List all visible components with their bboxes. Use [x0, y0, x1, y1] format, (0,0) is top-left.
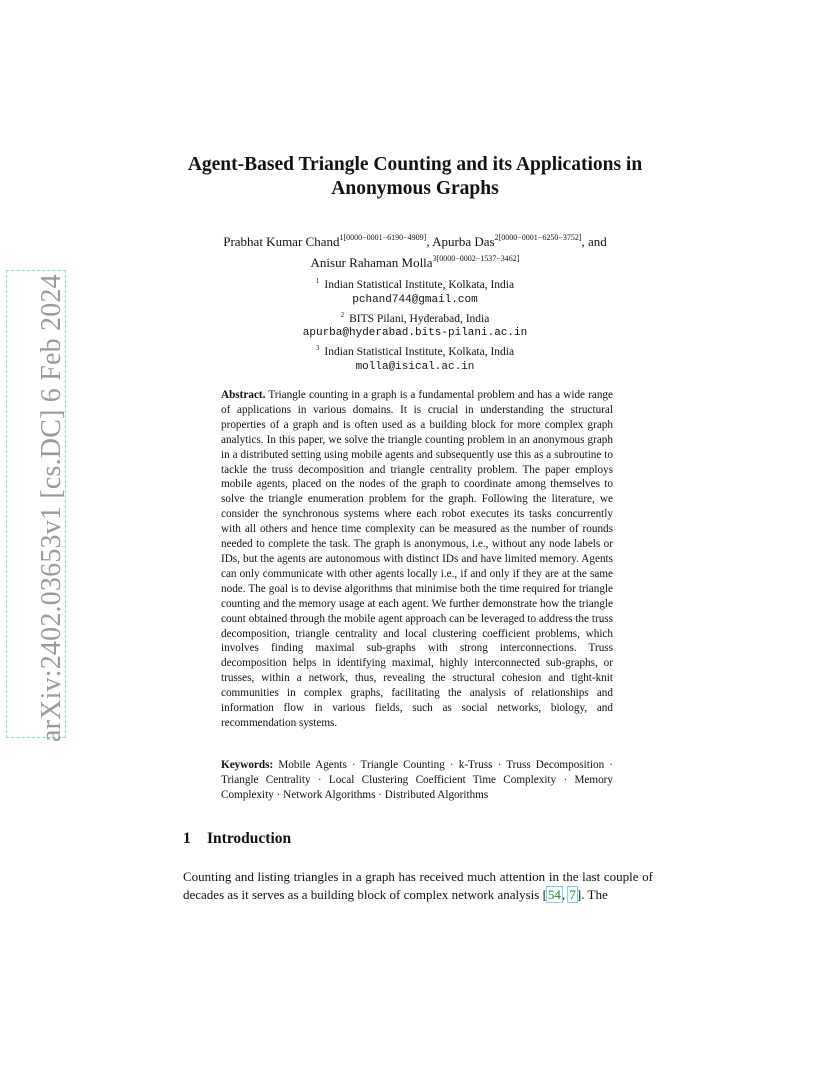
- citation-link[interactable]: 7: [569, 886, 576, 902]
- author-list: [160, 229, 670, 271]
- arxiv-identifier[interactable]: arXiv:2402.03653v1 [cs.DC] 6 Feb 2024: [36, 274, 67, 742]
- author-orcid[interactable]: 1[0000−0001−6190−4909]: [339, 233, 427, 242]
- section-number: 1: [183, 830, 191, 847]
- keywords-label: Keywords:: [221, 759, 274, 771]
- affiliation-email[interactable]: apurba@hyderabad.bits-pilani.ac.in: [302, 327, 528, 340]
- affiliation-list: [200, 274, 630, 375]
- author-line-1: [160, 229, 670, 250]
- affiliation-institution: Indian Statistical Institute, Kolkata, India: [324, 346, 515, 359]
- keywords-text: Mobile Agents · Triangle Counting · k-Truss · Truss Decomposition · Triangle Centrality · Local Clustering Coefficient Time Complexity · Memory Complexity · Network Algorithms · Distributed Algorithms: [221, 759, 614, 801]
- author-separator: , and: [581, 234, 607, 249]
- title-line-1: Agent-Based Triangle Counting and its Applications in: [187, 154, 643, 175]
- abstract-label: Abstract.: [221, 389, 266, 401]
- citation-separator: ,: [561, 886, 569, 902]
- author-line-2: [160, 250, 670, 271]
- intro-text: Counting and listing triangles in a graph has received much attention in the last couple of decades as it serves as a building block of complex network analysis [: [183, 869, 653, 902]
- affiliation-institution: Indian Statistical Institute, Kolkata, India: [324, 279, 515, 291]
- affiliation-number: 1: [315, 277, 320, 285]
- author-separator: ,: [426, 234, 433, 249]
- author-name: Apurba Das: [432, 234, 495, 249]
- author-name: Prabhat Kumar Chand: [223, 234, 340, 249]
- author-orcid[interactable]: 3[0000−0002−1537−3462]: [432, 254, 520, 263]
- title-line-2: Anonymous Graphs: [331, 178, 499, 199]
- keywords: [221, 758, 613, 803]
- author-orcid[interactable]: 2[0000−0001−6250−3752]: [494, 233, 582, 242]
- affiliation: [200, 308, 630, 327]
- abstract: [221, 388, 613, 731]
- section-heading: [183, 830, 643, 848]
- author-name: Anisur Rahaman Molla: [310, 255, 433, 270]
- citation-link[interactable]: 54: [547, 886, 561, 902]
- affiliation: [200, 274, 630, 293]
- abstract-text: Triangle counting in a graph is a fundamental problem and has a wide range of applications in various domains. It is crucial in understanding the structural properties of a graph and is often used as a building block for more complex graph analytics. In this paper, we solve the triangle counting problem in an anonymous graph in a distributed setting using mobile agents and subsequently use this as a subroutine to tackle the truss decomposition and triangle centrality problem. The paper employs mobile agents, placed on the nodes of the graph to coordinate among themselves to solve the triangle enumeration problem for the graph. Following the literature, we consider the synchronous systems where each robot executes its tasks concurrently with all others and hence time complexity can be measured as the number of rounds needed to complete the task. The graph is anonymous, i.e., without any node labels or IDs, but the agents are autonomous with distinct IDs and have limited memory. Agents can only communicate with other agents locally i.e., if and only if they are at the same node. The goal is to devise algorithms that minimise both the time required for triangle counting and the memory usage at each agent. We further demonstrate how the triangle count obtained through the mobile agent approach can be leveraged to address the truss decomposition, triangle centrality and local clustering coefficient problems, which involves finding maximal sub-graphs with strong interconnections. Truss decomposition helps in identifying maximal, highly interconnected sub-graphs, or trusses, within a network, thus, revealing the structural cohesion and tight-knit communities in complex graphs, facilitating the analysis of relationships and information flow in various fields, such as social networks, biology, and recommendation systems.: [221, 389, 613, 729]
- affiliation-email[interactable]: pchand744@gmail.com: [352, 293, 478, 306]
- intro-text-end: ]. The: [576, 886, 608, 902]
- affiliation-email[interactable]: molla@isical.ac.in: [355, 360, 475, 373]
- affiliation-number: 3: [315, 344, 320, 353]
- intro-paragraph: [183, 868, 653, 903]
- affiliation-number: 2: [340, 310, 345, 319]
- paper-title: [160, 153, 670, 201]
- affiliation-institution: BITS Pilani, Hyderabad, India: [349, 312, 490, 325]
- section-title: Introduction: [207, 830, 292, 847]
- affiliation: [200, 341, 630, 360]
